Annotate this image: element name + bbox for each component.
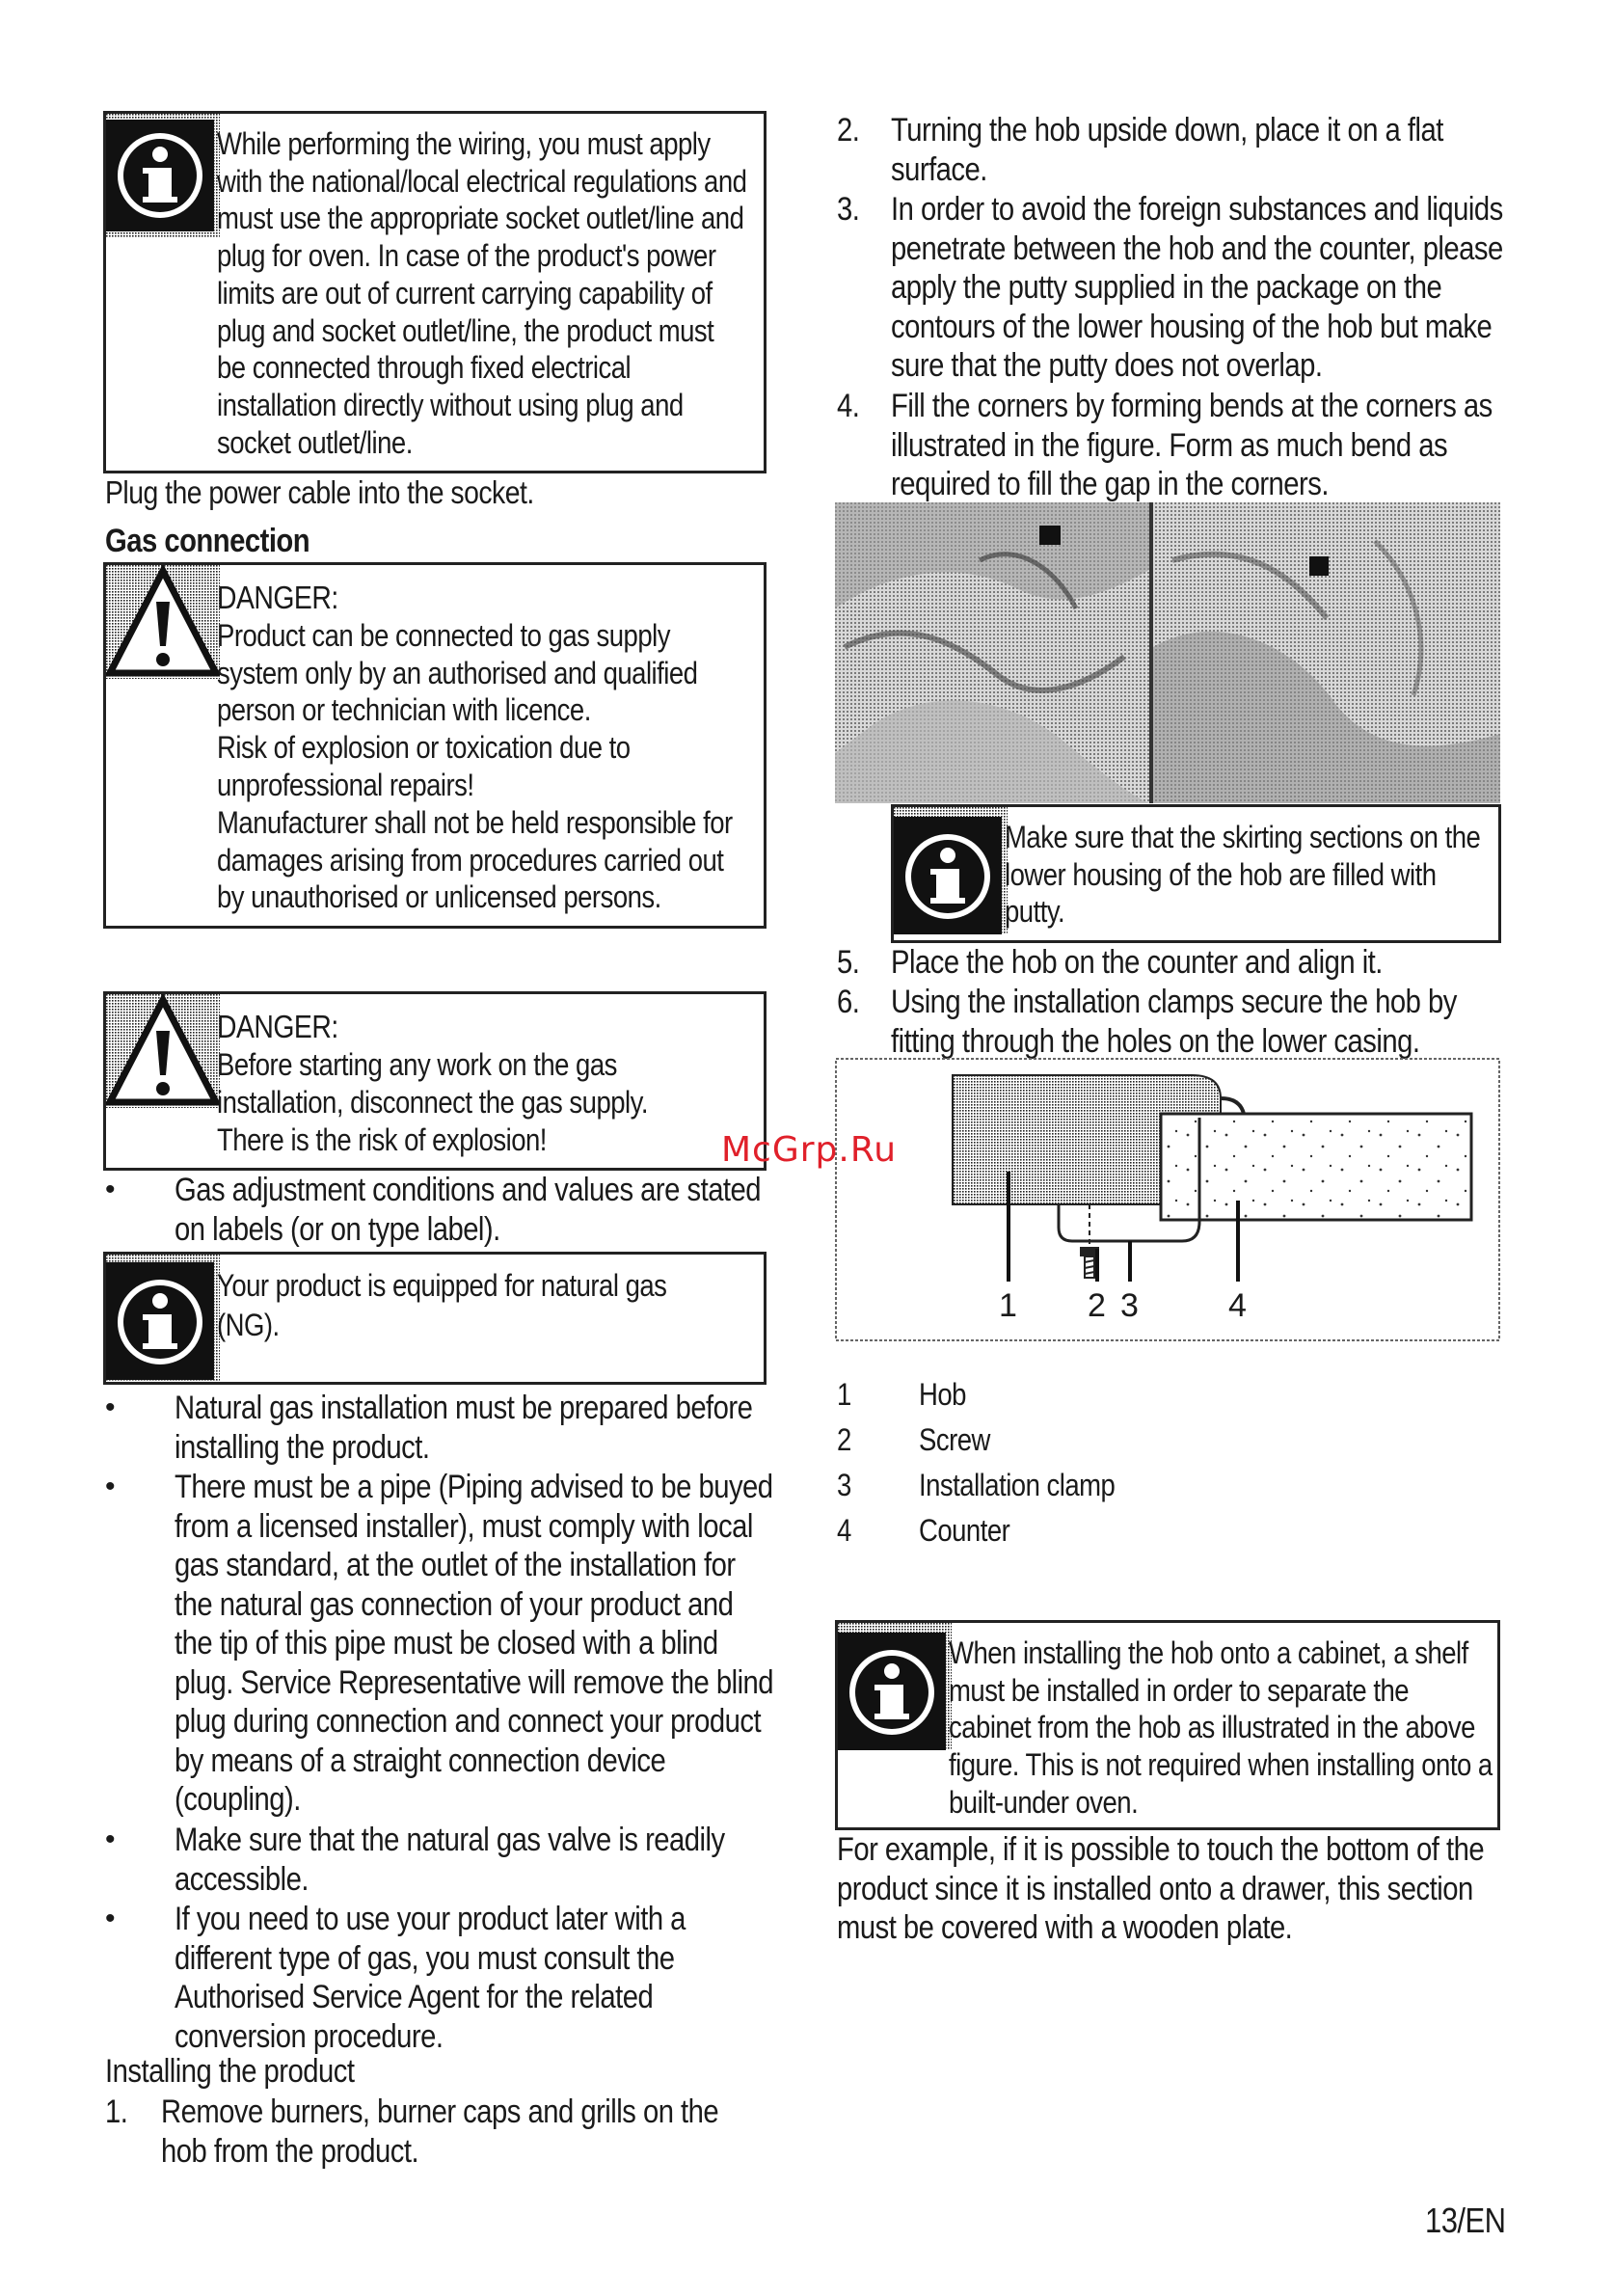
bullet-list: [105, 1389, 799, 2054]
list-item: [105, 1468, 799, 1821]
step-number: 1.: [105, 2093, 128, 2130]
info-text-natural-gas: Your product is equipped for natural gas (NG).: [217, 1268, 667, 1342]
step-number: 2.: [837, 112, 860, 149]
step-text: Place the hob on the counter and align it.: [891, 944, 1383, 981]
installing-heading: Installing the product: [105, 2053, 355, 2090]
info-text-cabinet: When installing the hob onto a cabinet, a shelf must be installed in order to separate the cabinet from the hob as illustrated in the above figure. This is not required when installing onto a built-under oven.: [949, 1635, 1493, 1820]
legend-number: 3: [837, 1468, 851, 1502]
step-text: Turning the hob upside down, place it on a flat surface.: [891, 112, 1443, 188]
step-number: 3.: [837, 191, 860, 228]
info-box-wiring: [103, 111, 767, 473]
info-icon: [106, 114, 220, 242]
legend-row: [837, 1420, 1319, 1466]
counter-shape: [1161, 1114, 1471, 1220]
figure-legend: [837, 1375, 1319, 1556]
info-icon: [838, 1623, 952, 1755]
danger-text: There is the risk of explosion!: [217, 1122, 547, 1157]
danger-text: Risk of explosion or toxication due to unprofessional repairs!: [217, 730, 631, 802]
page-number: 13/EN: [1425, 2201, 1506, 2240]
list-item: [837, 111, 1531, 190]
step-number: 4.: [837, 388, 860, 424]
step-text: Using the installation clamps secure the hob by fitting through the holes on the lower casing.: [891, 984, 1457, 1060]
bullet-icon: •: [105, 1823, 115, 1855]
legend-row: [837, 1511, 1319, 1556]
legend-row: [837, 1466, 1319, 1511]
list-item: [837, 943, 1531, 983]
danger-text: Before starting any work on the gas installation, disconnect the gas supply.: [217, 1047, 648, 1120]
legend-label: Counter: [919, 1513, 1010, 1548]
figure-label-4: 4: [1228, 1287, 1247, 1324]
warning-icon: [106, 565, 220, 693]
danger-title: DANGER:: [217, 580, 338, 615]
list-item: [105, 1821, 799, 1900]
bullet-text: Natural gas installation must be prepared before installing the product.: [175, 1390, 753, 1466]
watermark: McGrp.Ru: [721, 1130, 898, 1170]
figure-label-3: 3: [1120, 1287, 1139, 1324]
installation-figure: [835, 1058, 1500, 1341]
bullet-icon: •: [105, 1174, 115, 1205]
step-number: 6.: [837, 984, 860, 1020]
bullet-icon: •: [105, 1391, 115, 1423]
plug-instruction: Plug the power cable into the socket.: [105, 474, 534, 510]
legend-label: Installation clamp: [919, 1468, 1116, 1502]
danger-text: Product can be connected to gas supply system only by an authorised and qualified person or technician with licence.: [217, 618, 698, 728]
figure-label-1: 1: [999, 1287, 1017, 1324]
legend-label: Hob: [919, 1377, 966, 1412]
info-text-wiring: While performing the wiring, you must apply with the national/local electrical regulations and must use the appropriate socket outlet/line and plug for oven. In case of the product's power limits are out of current carrying capability of plug and socket outlet/line, the product must be connected through fixed electrical installation directly without using plug and socket outlet/line.: [217, 126, 747, 460]
gas-connection-heading: Gas connection: [105, 523, 310, 559]
warning-icon: [106, 994, 220, 1122]
bullet-icon: •: [105, 1471, 115, 1502]
list-item: [837, 983, 1531, 1062]
step-number: 5.: [837, 944, 860, 981]
figure-label-2: 2: [1088, 1287, 1106, 1324]
list-item: [105, 1389, 799, 1468]
danger-box-disconnect: [103, 991, 767, 1171]
list-item: [837, 387, 1531, 504]
bullet-text: Gas adjustment conditions and values are stated on labels (or on type label).: [175, 1172, 762, 1248]
legend-label: Screw: [919, 1422, 990, 1457]
bullet-text: Make sure that the natural gas valve is readily accessible.: [175, 1822, 725, 1898]
info-icon: [894, 807, 1008, 939]
putty-photo: [835, 502, 1500, 803]
bullet-icon: •: [105, 1903, 115, 1934]
legend-number: 1: [837, 1377, 851, 1412]
legend-row: [837, 1375, 1319, 1420]
bullet-text: If you need to use your product later with a different type of gas, you must consult the Authorised Service Agent for the related conversion procedure.: [175, 1901, 686, 2055]
info-box-skirting: [891, 804, 1501, 943]
step-text: In order to avoid the foreign substances and liquids penetrate between the hob and the counter, please apply the putty supplied in the package on the contours of the lower housing of the hob but make sure that the putty does not overlap.: [891, 191, 1503, 384]
list-item: [837, 190, 1531, 387]
info-icon: [106, 1255, 220, 1387]
danger-box-qualified: [103, 562, 767, 929]
info-box-cabinet: [835, 1620, 1500, 1830]
legend-number: 2: [837, 1422, 851, 1457]
info-text-skirting: Make sure that the skirting sections on the lower housing of the hob are filled with putty.: [1005, 820, 1481, 930]
steps-list-a: [837, 111, 1531, 504]
bullet-text: There must be a pipe (Piping advised to be buyed from a licensed installer), must comply with local gas standard, at the outlet of the installation for the natural gas connection of your product and the tip of this pipe must be closed with a blind plug. Service Representative will remove the blind plug during connection and connect your product by means of a straight connection device (coupling).: [175, 1469, 774, 1818]
step-text: Remove burners, burner caps and grills on the hob from the product.: [161, 2093, 719, 2170]
list-item: [105, 1900, 799, 2054]
danger-title: DANGER:: [217, 1009, 338, 1044]
step-text: Fill the corners by forming bends at the corners as illustrated in the figure. Form as much bend as required to fill the gap in the corners.: [891, 388, 1493, 502]
info-box-natural-gas: [103, 1252, 767, 1385]
example-paragraph: For example, if it is possible to touch the bottom of the product since it is installed onto a drawer, this section must be covered with a wooden plate.: [837, 1831, 1485, 1946]
legend-number: 4: [837, 1513, 851, 1548]
steps-list-b: [837, 943, 1531, 1062]
danger-text: Manufacturer shall not be held responsible for damages arising from procedures carried out by unauthorised or unlicensed persons.: [217, 805, 733, 915]
